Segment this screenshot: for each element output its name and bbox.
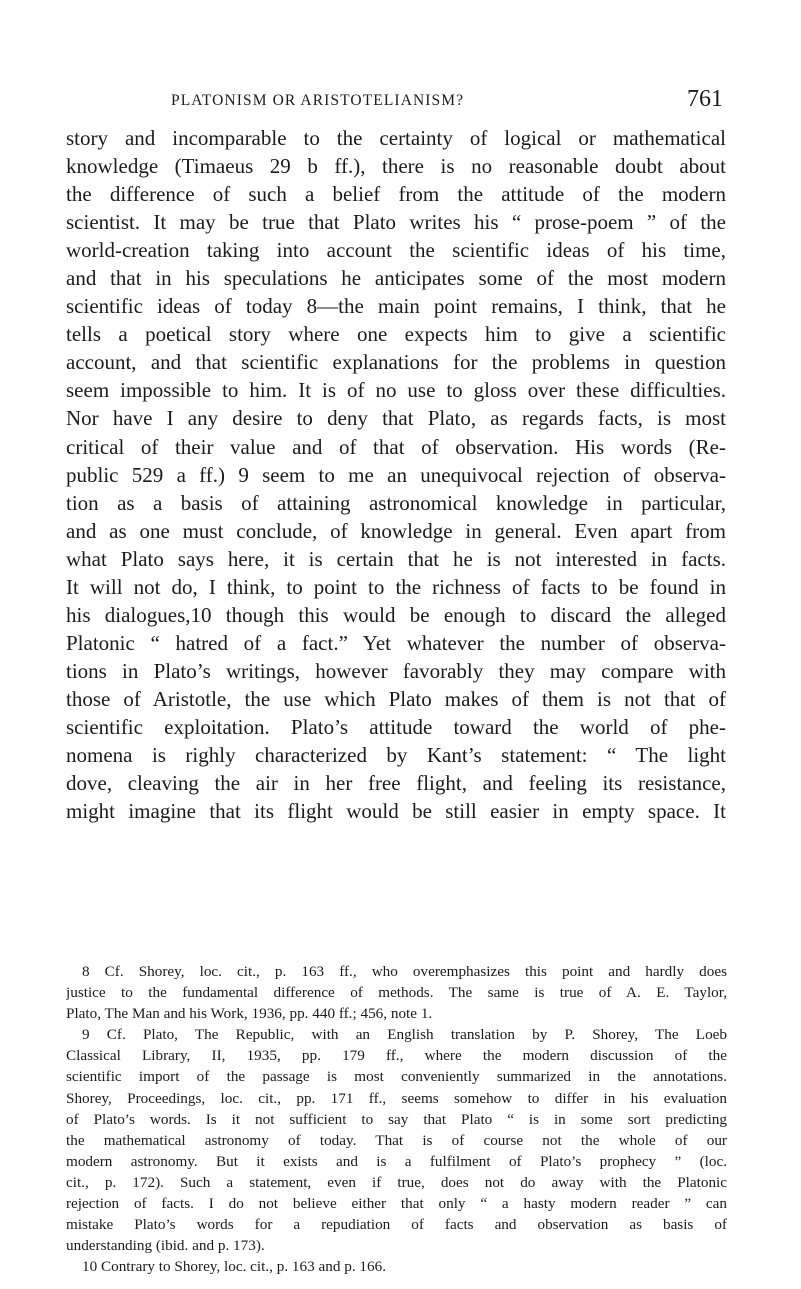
body-line: seem impossible to him. It is of no use to gloss over these difficulties. bbox=[66, 378, 726, 403]
body-text bbox=[66, 124, 726, 825]
body-line: Nor have I any desire to deny that Plato, as regards facts, is most bbox=[66, 406, 726, 431]
footnote-line: modern astronomy. But it exists and is a fulfilment of Plato’s prophecy ” (loc. bbox=[66, 1152, 727, 1170]
body-line: scientific exploitation. Plato’s attitude toward the world of phe- bbox=[66, 714, 726, 739]
body-line: and that in his speculations he anticipates some of the most modern bbox=[66, 266, 726, 291]
body-line: world-creation taking into account the scientific ideas of his time, bbox=[66, 238, 726, 263]
body-line: Platonic “ hatred of a fact.” Yet whatever the number of observa- bbox=[66, 630, 726, 655]
footnote-line: justice to the fundamental difference of methods. The same is true of A. E. Taylor, bbox=[66, 984, 727, 1002]
body-line: tion as a basis of attaining astronomical knowledge in particular, bbox=[66, 490, 726, 515]
body-line: public 529 a ff.) 9 seem to me an unequivocal rejection of observa- bbox=[66, 462, 726, 487]
body-line: tions in Plato’s writings, however favorably they may compare with bbox=[66, 658, 726, 683]
body-line: scientist. It may be true that Plato writes his “ prose-poem ” of the bbox=[66, 210, 726, 235]
body-line: It will not do, I think, to point to the richness of facts to be found in bbox=[66, 574, 726, 599]
footnote-line: cit., p. 172). Such a statement, even if true, does not do away with the Platonic bbox=[66, 1173, 727, 1191]
footnote-line: Classical Library, II, 1935, pp. 179 ff., where the modern discussion of the bbox=[66, 1047, 727, 1065]
body-line: dove, cleaving the air in her free flight, and feeling its resistance, bbox=[66, 771, 726, 796]
body-line: what Plato says here, it is certain that he is not interested in facts. bbox=[66, 546, 726, 571]
footnote-line: rejection of facts. I do not believe either that only “ a hasty modern reader ” can bbox=[66, 1195, 727, 1213]
body-line: might imagine that its flight would be still easier in empty space. It bbox=[66, 799, 726, 824]
body-line: critical of their value and of that of observation. His words (Re- bbox=[66, 434, 726, 459]
footnote-10-line: 10 Contrary to Shorey, loc. cit., p. 163 and p. 166. bbox=[82, 1258, 386, 1276]
footnotes bbox=[66, 961, 727, 1277]
body-line: tells a poetical story where one expects him to give a scientific bbox=[66, 322, 726, 347]
page-header bbox=[66, 86, 723, 126]
body-line: scientific ideas of today 8—the main point remains, I think, that he bbox=[66, 294, 726, 319]
body-line: his dialogues,10 though this would be enough to discard the alleged bbox=[66, 602, 726, 627]
body-line: knowledge (Timaeus 29 b ff.), there is no reasonable doubt about bbox=[66, 154, 726, 179]
running-head: PLATONISM OR ARISTOTELIANISM? bbox=[171, 92, 465, 109]
body-line: nomena is righly characterized by Kant’s statement: “ The light bbox=[66, 743, 726, 768]
footnote-9-line: 9 Cf. Plato, The Republic, with an English translation by P. Shorey, The Loeb bbox=[82, 1026, 727, 1044]
footnote-line: Plato, The Man and his Work, 1936, pp. 440 ff.; 456, note 1. bbox=[66, 1005, 433, 1023]
page-number: 761 bbox=[687, 86, 723, 112]
body-line: account, and that scientific explanations for the problems in question bbox=[66, 350, 726, 375]
footnote-line: scientific import of the passage is most conveniently summarized in the annotations. bbox=[66, 1068, 727, 1086]
body-line: and as one must conclude, of knowledge in general. Even apart from bbox=[66, 518, 726, 543]
body-line: story and incomparable to the certainty of logical or mathematical bbox=[66, 126, 726, 150]
footnote-line: Shorey, Proceedings, loc. cit., pp. 171 ff., seems somehow to differ in his evaluation bbox=[66, 1089, 727, 1107]
footnote-8-line: 8 Cf. Shorey, loc. cit., p. 163 ff., who overemphasizes this point and hardly does bbox=[82, 963, 727, 980]
body-line: the difference of such a belief from the attitude of the modern bbox=[66, 182, 726, 207]
footnote-line: of Plato’s words. Is it not sufficient to say that Plato “ is in some sort predicting bbox=[66, 1110, 727, 1128]
footnote-line: the mathematical astronomy of today. That is of course not the whole of our bbox=[66, 1131, 727, 1149]
footnote-line: mistake Plato’s words for a repudiation of facts and observation as basis of bbox=[66, 1216, 727, 1234]
footnote-line: understanding (ibid. and p. 173). bbox=[66, 1237, 265, 1255]
body-line: those of Aristotle, the use which Plato makes of them is not that of bbox=[66, 686, 726, 711]
